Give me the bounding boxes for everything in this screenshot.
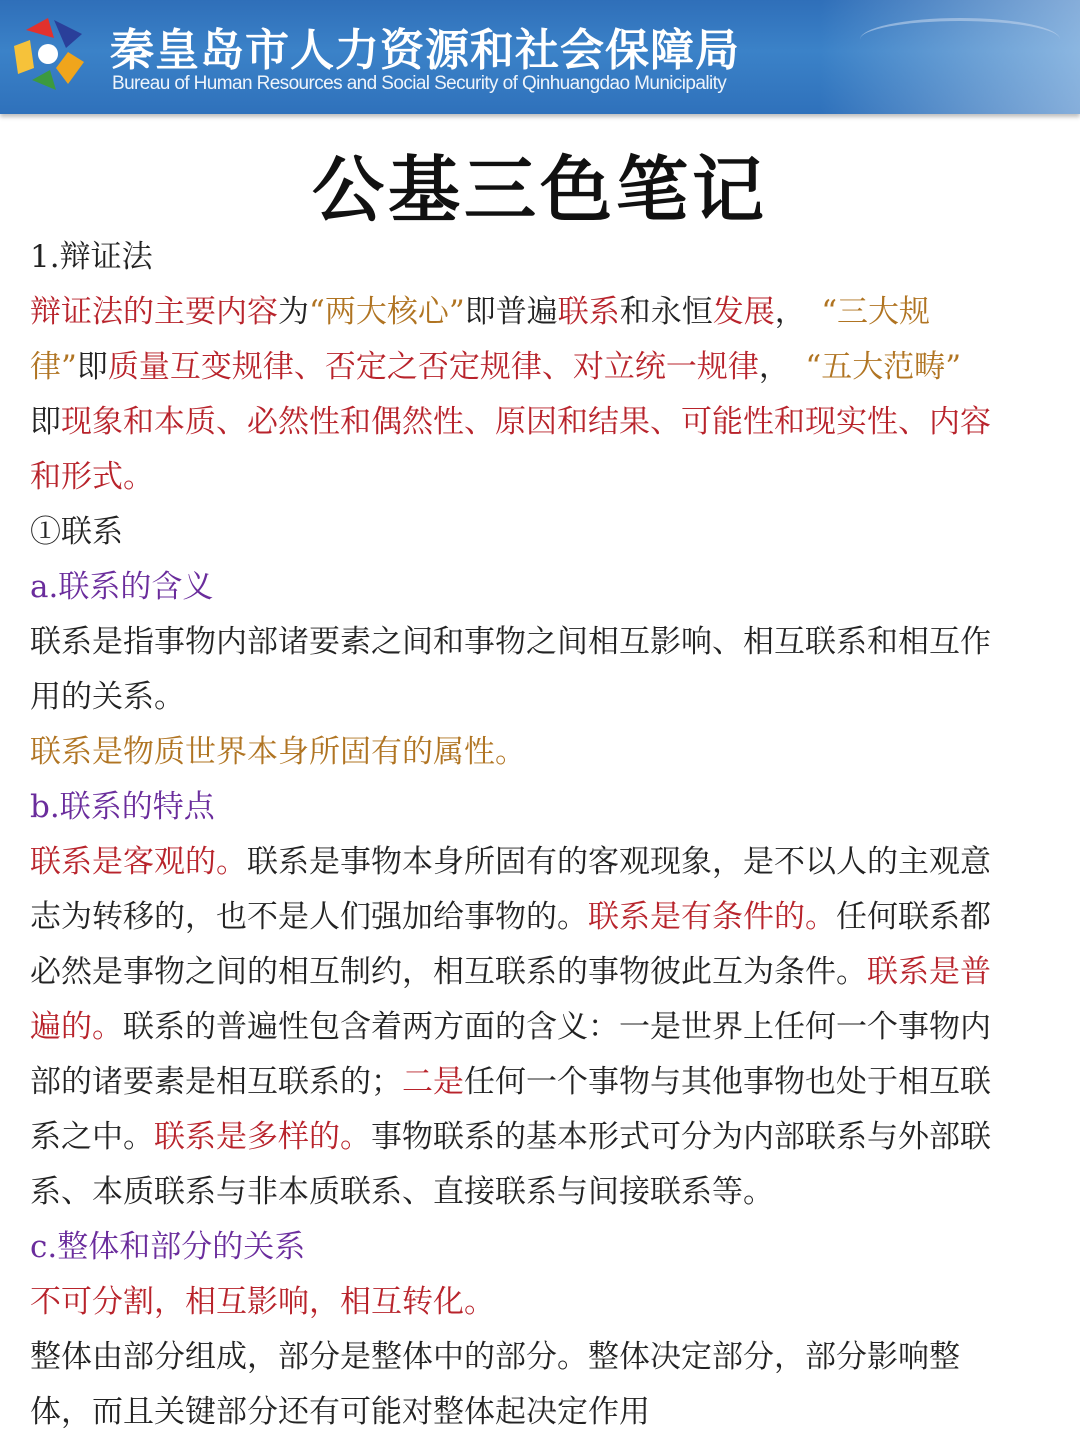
- text-segment-black: 部的诸要素是相互联系的；: [30, 1064, 402, 1100]
- text-segment-purple: a.联系的含义: [30, 569, 214, 605]
- note-line: [30, 1330, 1030, 1385]
- note-line: [30, 1110, 1030, 1165]
- text-segment-black: 必然是事物之间的相互制约，相互联系的事物彼此互为条件。: [30, 954, 867, 990]
- note-line: [30, 1165, 1030, 1220]
- text-segment-red: 辩证法的主要内容: [30, 294, 278, 330]
- text-segment-red: 现象和本质、必然性和偶然性、原因和结果、可能性和现实性、内容: [61, 404, 991, 440]
- text-segment-gold: “五大范畴”: [805, 349, 962, 385]
- note-line: [30, 285, 1030, 340]
- text-segment-black: 1.辩证法: [30, 239, 153, 275]
- text-segment-red: 发展: [712, 294, 775, 330]
- text-segment-purple: b.联系的特点: [30, 789, 215, 825]
- text-segment-gold: “两大核心”: [309, 294, 465, 330]
- note-line: [30, 230, 1030, 285]
- note-line: [30, 835, 1030, 890]
- text-segment-black: ，: [774, 294, 822, 330]
- text-segment-red: 联系是多样的。: [154, 1119, 371, 1155]
- text-segment-black: 任何一个事物与其他事物也处于相互联: [464, 1064, 991, 1100]
- note-line: [30, 340, 1030, 395]
- header-banner: [0, 0, 1080, 114]
- organization-name-cn: 秦皇岛市人力资源和社会保障局: [110, 25, 740, 76]
- text-segment-red: 联系是有条件的。: [588, 899, 836, 935]
- note-line: [30, 725, 1030, 780]
- note-line: [30, 1275, 1030, 1330]
- text-segment-gold: 律”: [30, 349, 77, 385]
- text-segment-black: 即普遍: [464, 294, 558, 330]
- text-segment-black: 为: [278, 294, 309, 330]
- text-segment-black: 整体由部分组成，部分是整体中的部分。整体决定部分，部分影响整: [30, 1339, 960, 1375]
- text-segment-red: 不可分割，相互影响，相互转化。: [30, 1284, 495, 1320]
- text-segment-gold: 联系是物质世界本身所固有的属性。: [30, 734, 526, 770]
- text-segment-red: 联系: [557, 294, 620, 330]
- note-line: [30, 1055, 1030, 1110]
- notes-body: [30, 230, 1030, 1440]
- note-line: [30, 670, 1030, 725]
- note-line: [30, 1220, 1030, 1275]
- note-line: [30, 615, 1030, 670]
- text-segment-red: 联系是客观的。: [30, 844, 247, 880]
- text-segment-red: 和形式。: [30, 459, 154, 495]
- text-segment-red: 二是: [402, 1064, 464, 1100]
- text-segment-black: 事物联系的基本形式可分为内部联系与外部联: [371, 1119, 991, 1155]
- text-segment-red: 联系是普: [867, 954, 991, 990]
- text-segment-black: 系之中。: [30, 1119, 154, 1155]
- text-segment-black: 任何联系都: [836, 899, 991, 935]
- note-line: [30, 560, 1030, 615]
- note-line: [30, 890, 1030, 945]
- text-segment-black: 体，而且关键部分还有可能对整体起决定作用: [30, 1394, 650, 1430]
- text-segment-black: ①联系: [30, 514, 123, 550]
- text-segment-red: 质量互变规律、否定之否定规律、对立统一规律: [107, 349, 759, 385]
- wall-outline-decoration: [860, 18, 1060, 61]
- text-segment-black: 系、本质联系与非本质联系、直接联系与间接联系等。: [30, 1174, 774, 1210]
- note-line: [30, 450, 1030, 505]
- note-line: [30, 1385, 1030, 1440]
- note-line: [30, 395, 1030, 450]
- note-line: [30, 780, 1030, 835]
- page-title: 公基三色笔记: [311, 147, 768, 232]
- text-segment-black: 即: [30, 404, 61, 440]
- text-segment-purple: c.整体和部分的关系: [30, 1229, 306, 1265]
- text-segment-black: 联系是指事物内部诸要素之间和事物之间相互影响、相互联系和相互作: [30, 624, 991, 660]
- note-line: [30, 1000, 1030, 1055]
- text-segment-black: 即: [76, 349, 108, 385]
- bureau-logo-icon: [6, 10, 92, 96]
- note-line: [30, 945, 1030, 1000]
- text-segment-black: 志为转移的，也不是人们强加给事物的。: [30, 899, 588, 935]
- organization-name-en: Bureau of Human Resources and Social Security of Qinhuangdao Municipality: [112, 73, 727, 94]
- text-segment-red: 遍的。: [30, 1009, 123, 1045]
- text-segment-black: 联系是事物本身所固有的客观现象，是不以人的主观意: [247, 844, 991, 880]
- text-segment-black: 联系的普遍性包含着两方面的含义：一是世界上任何一个事物内: [123, 1009, 991, 1045]
- text-segment-black: 用的关系。: [30, 679, 185, 715]
- text-segment-black: 和永恒: [619, 294, 713, 330]
- note-line: [30, 505, 1030, 560]
- text-segment-gold: “三大规: [821, 294, 931, 330]
- text-segment-black: ，: [758, 349, 806, 385]
